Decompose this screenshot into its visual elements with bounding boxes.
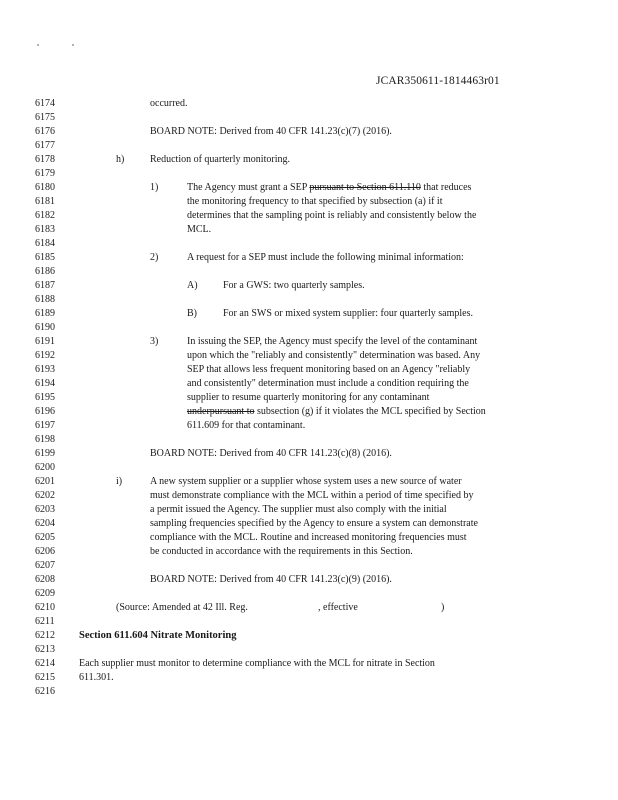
line-number: 6188	[35, 294, 55, 305]
subsection-marker-i: i)	[116, 476, 123, 487]
text-line-6201: A new system supplier or a supplier whose system uses a new source of water	[150, 476, 462, 487]
text-line-6214: Each supplier must monitor to determine compliance with the MCL for nitrate in Section	[79, 658, 435, 669]
text-line-6205: compliance with the MCL. Routine and increased monitoring frequencies must	[150, 532, 467, 543]
line-number: 6182	[35, 210, 55, 221]
item-marker-2: 2)	[150, 252, 159, 263]
text-line-6203: a permit issued the Agency. The supplier must also comply with the initial	[150, 504, 447, 515]
line-number: 6198	[35, 434, 55, 445]
text-line-6191: In issuing the SEP, the Agency must specify the level of the contaminant	[187, 336, 478, 347]
document-id: JCAR350611-1814463r01	[376, 75, 500, 87]
line-number: 6181	[35, 196, 55, 207]
line-number: 6174	[35, 98, 55, 109]
line-number: 6213	[35, 644, 55, 655]
line-number: 6194	[35, 378, 55, 389]
line-number: 6206	[35, 546, 55, 557]
line-number: 6179	[35, 168, 55, 179]
line-number: 6196	[35, 406, 55, 417]
text-line-6183: MCL.	[187, 224, 212, 235]
text-line-6197: 611.609 for that contaminant.	[187, 420, 306, 431]
text-line-6192: upon which the "reliably and consistently" determination was based. Any	[187, 350, 481, 361]
line-number: 6199	[35, 448, 55, 459]
struck-text: underpursuant to	[187, 406, 255, 417]
board-note-c8: BOARD NOTE: Derived from 40 CFR 141.23(c)(8) (2016).	[150, 448, 392, 459]
line-number: 6205	[35, 532, 55, 543]
struck-text: pursuant to Section 611.110	[309, 182, 421, 193]
text-line-6194: and consistently" determination must include a condition requiring the	[187, 378, 469, 389]
text-line-6202: must demonstrate compliance with the MCL within a period of time specified by	[150, 490, 474, 501]
line-number: 6202	[35, 490, 55, 501]
line-number: 6212	[35, 630, 55, 641]
item-marker-A: A)	[187, 280, 198, 291]
text-line-6182: determines that the sampling point is reliably and consistently below the	[187, 210, 477, 221]
text-line-6180	[187, 181, 471, 195]
line-number: 6184	[35, 238, 55, 249]
text-run: subsection (g) if it violates the MCL specified by Section	[254, 406, 486, 417]
source-note-close: )	[441, 602, 445, 613]
line-number: 6186	[35, 266, 55, 277]
line-number: 6178	[35, 154, 55, 165]
text-line-6174: occurred.	[150, 98, 188, 109]
line-number: 6203	[35, 504, 55, 515]
line-number: 6177	[35, 140, 55, 151]
line-number: 6207	[35, 560, 55, 571]
scan-speck	[37, 44, 39, 46]
text-line-6204: sampling frequencies specified by the Agency to ensure a system can demonstrate	[150, 518, 478, 529]
line-number: 6190	[35, 322, 55, 333]
text-line-6181: the monitoring frequency to that specified by subsection (a) if it	[187, 196, 443, 207]
line-number: 6208	[35, 574, 55, 585]
text-line-6196	[187, 405, 486, 419]
text-line-6193: SEP that allows less frequent monitoring based on an Agency "reliably	[187, 364, 471, 375]
item-marker-B: B)	[187, 308, 197, 319]
line-number: 6192	[35, 350, 55, 361]
line-number: 6214	[35, 658, 55, 669]
line-number: 6191	[35, 336, 55, 347]
line-number: 6180	[35, 182, 55, 193]
line-number: 6210	[35, 602, 55, 613]
section-heading: Section 611.604 Nitrate Monitoring	[79, 630, 237, 641]
text-line-6206: be conducted in accordance with the requirements in this Section.	[150, 546, 413, 557]
line-number: 6187	[35, 280, 55, 291]
line-number: 6216	[35, 686, 55, 697]
text-line-6189: For an SWS or mixed system supplier: four quarterly samples.	[223, 308, 473, 319]
board-note-c9: BOARD NOTE: Derived from 40 CFR 141.23(c)(9) (2016).	[150, 574, 392, 585]
text-run: The Agency must grant a SEP	[187, 182, 310, 193]
line-number: 6193	[35, 364, 55, 375]
line-number: 6183	[35, 224, 55, 235]
subsection-h-heading: Reduction of quarterly monitoring.	[150, 154, 290, 165]
line-number: 6209	[35, 588, 55, 599]
text-line-6195: supplier to resume quarterly monitoring for any contaminant	[187, 392, 430, 403]
line-number: 6195	[35, 392, 55, 403]
line-number: 6175	[35, 112, 55, 123]
text-line-6215: 611.301.	[79, 672, 114, 683]
source-note: (Source: Amended at 42 Ill. Reg.	[116, 602, 248, 613]
line-number: 6201	[35, 476, 55, 487]
line-number: 6189	[35, 308, 55, 319]
source-note-effective: , effective	[318, 602, 358, 613]
text-line-6187: For a GWS: two quarterly samples.	[223, 280, 365, 291]
scan-speck	[72, 44, 74, 46]
line-number: 6215	[35, 672, 55, 683]
line-number: 6204	[35, 518, 55, 529]
line-number: 6197	[35, 420, 55, 431]
text-line-6185: A request for a SEP must include the following minimal information:	[187, 252, 464, 263]
line-number: 6176	[35, 126, 55, 137]
line-number: 6185	[35, 252, 55, 263]
board-note-c7: BOARD NOTE: Derived from 40 CFR 141.23(c)(7) (2016).	[150, 126, 392, 137]
text-run: that reduces	[420, 182, 472, 193]
subsection-marker-h: h)	[116, 154, 125, 165]
item-marker-3: 3)	[150, 336, 159, 347]
item-marker-1: 1)	[150, 182, 159, 193]
line-number: 6200	[35, 462, 55, 473]
line-number: 6211	[35, 616, 55, 627]
